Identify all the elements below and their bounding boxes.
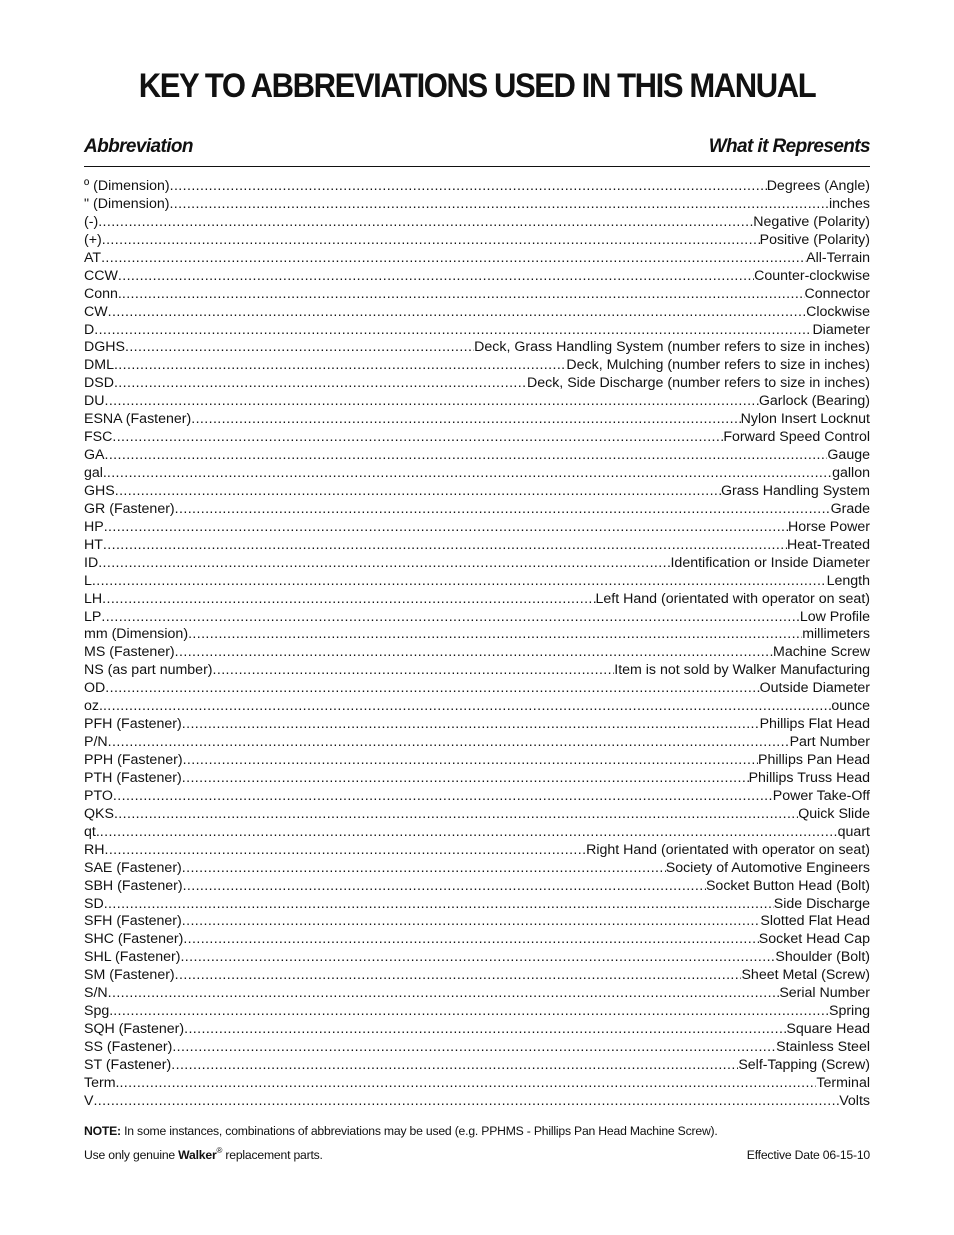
abbreviation-term: NS (as part number) [84, 662, 213, 679]
dot-leader [175, 501, 831, 519]
abbreviation-row [84, 931, 870, 949]
abbreviation-term: PPH (Fastener) [84, 752, 183, 768]
dot-leader [105, 842, 587, 860]
abbreviation-meaning: Shoulder (Bolt) [775, 949, 870, 966]
abbreviation-meaning: Forward Speed Control [723, 429, 870, 446]
abbreviation-meaning: Degrees (Angle) [766, 178, 870, 194]
abbreviation-term: SAE (Fastener) [84, 859, 182, 876]
dot-leader [105, 680, 759, 698]
abbreviation-meaning: Phillips Flat Head [759, 716, 870, 733]
abbreviation-row [84, 196, 870, 214]
dot-leader [175, 644, 773, 662]
dot-leader [175, 967, 742, 985]
abbreviation-meaning: Slotted Flat Head [760, 913, 870, 930]
abbreviation-term: V [84, 1092, 94, 1109]
abbreviation-meaning: Negative (Polarity) [753, 213, 870, 230]
abbreviation-row [84, 985, 870, 1003]
abbreviation-term: FSC [84, 429, 113, 446]
abbreviation-row [84, 698, 870, 716]
abbreviation-term: D [84, 321, 95, 338]
dot-leader [182, 913, 761, 931]
abbreviation-meaning: Grade [830, 500, 870, 517]
abbreviation-term: º (Dimension) [84, 178, 170, 194]
registered-mark: ® [216, 1146, 223, 1155]
abbreviation-meaning: Society of Automotive Engineers [665, 859, 870, 876]
abbreviation-term: S/N [84, 985, 108, 1002]
abbreviation-meaning: gallon [832, 465, 870, 481]
abbreviation-row [84, 1057, 870, 1075]
note [84, 1124, 870, 1138]
dot-leader [169, 196, 829, 214]
abbreviation-row [84, 949, 870, 967]
dot-leader [108, 304, 807, 322]
abbreviation-term: HP [84, 518, 104, 535]
abbreviation-meaning: Power Take-Off [772, 787, 870, 804]
abbreviation-meaning: Connector [804, 285, 870, 302]
abbreviation-row [84, 896, 870, 914]
abbreviation-row [84, 680, 870, 698]
abbreviation-term: SS (Fastener) [84, 1039, 173, 1055]
abbreviation-row [84, 465, 870, 483]
dot-leader [102, 232, 760, 250]
abbreviation-term: LH [84, 590, 103, 607]
abbreviation-term: mm (Dimension) [84, 626, 189, 643]
footer-suffix: replacement parts. [225, 1148, 323, 1162]
abbreviation-meaning: Diameter [812, 321, 870, 338]
dot-leader [182, 716, 760, 734]
abbreviation-row [84, 788, 870, 806]
abbreviation-meaning: Heat-Treated [786, 536, 870, 553]
abbreviation-row [84, 913, 870, 931]
abbreviation-term: SHC (Fastener) [84, 931, 184, 948]
abbreviation-row [84, 1093, 870, 1111]
abbreviation-meaning: Garlock (Bearing) [758, 393, 870, 410]
abbreviation-term: Spg. [84, 1003, 114, 1020]
abbreviation-meaning: Phillips Pan Head [758, 752, 870, 768]
abbreviation-meaning: inches [828, 195, 870, 212]
dot-leader [115, 483, 721, 501]
dot-leader [184, 1021, 786, 1039]
abbreviation-term: OD [84, 680, 106, 697]
dot-leader [92, 573, 827, 591]
abbreviation-term: ID [84, 554, 99, 571]
abbreviation-row [84, 232, 870, 250]
abbreviation-row [84, 967, 870, 985]
abbreviation-meaning: Positive (Polarity) [759, 231, 870, 248]
abbreviation-row [84, 483, 870, 501]
abbreviation-row [84, 806, 870, 824]
abbreviation-term: ST (Fastener) [84, 1056, 172, 1073]
dot-leader [183, 878, 706, 896]
dot-leader [112, 429, 723, 447]
footer-disclaimer [84, 1148, 323, 1162]
abbreviation-list [84, 178, 870, 1111]
abbreviation-term: CW [84, 303, 108, 320]
abbreviation-term: (-) [84, 213, 99, 230]
abbreviation-meaning: Serial Number [779, 985, 870, 1002]
dot-leader [122, 286, 805, 304]
abbreviation-meaning: ounce [831, 698, 870, 715]
dot-leader [182, 770, 749, 788]
abbreviation-term: GA [84, 447, 105, 464]
abbreviation-meaning: Deck, Grass Handling System (number refers to size in inches) [474, 339, 870, 356]
abbreviation-term: SHL (Fastener) [84, 949, 181, 966]
abbreviation-meaning: millimeters [802, 626, 870, 643]
dot-leader [114, 806, 798, 824]
abbreviation-row [84, 609, 870, 627]
abbreviation-meaning: Outside Diameter [759, 680, 870, 697]
abbreviation-term: PTO [84, 787, 113, 804]
dot-leader [213, 662, 615, 680]
abbreviation-term: ESNA (Fastener) [84, 411, 192, 428]
abbreviation-row [84, 519, 870, 537]
abbreviation-row [84, 1003, 870, 1021]
abbreviation-term: HT [84, 536, 103, 553]
abbreviation-meaning: Part Number [789, 734, 870, 751]
abbreviation-row [84, 734, 870, 752]
abbreviation-term: SBH (Fastener) [84, 877, 183, 894]
dot-leader [183, 752, 758, 770]
abbreviation-row [84, 447, 870, 465]
abbreviation-meaning: Spring [828, 1003, 870, 1020]
abbreviation-row [84, 555, 870, 573]
abbreviation-row [84, 375, 870, 393]
abbreviation-row [84, 770, 870, 788]
dot-leader [125, 339, 474, 357]
dot-leader [118, 268, 754, 286]
dot-leader [103, 537, 787, 555]
abbreviation-term: GR (Fastener) [84, 500, 175, 517]
abbreviation-meaning: Side Discharge [773, 895, 870, 912]
abbreviation-meaning: Identification or Inside Diameter [670, 554, 870, 571]
abbreviation-row [84, 268, 870, 286]
abbreviation-meaning: Right Hand (orientated with operator on seat) [586, 841, 870, 858]
abbreviation-term: L [84, 572, 92, 589]
dot-leader [105, 447, 828, 465]
dot-leader [119, 1075, 816, 1093]
abbreviation-term: Conn. [84, 285, 122, 302]
abbreviation-term: GHS [84, 482, 115, 499]
dot-leader [114, 375, 527, 393]
dot-leader [113, 788, 773, 806]
abbreviation-row [84, 1021, 870, 1039]
abbreviation-row [84, 501, 870, 519]
dot-leader [170, 178, 767, 196]
dot-leader [104, 519, 788, 537]
abbreviation-meaning: Item is not sold by Walker Manufacturing [614, 662, 870, 679]
dot-leader [105, 393, 759, 411]
abbreviation-term: SQH (Fastener) [84, 1021, 185, 1038]
abbreviation-row [84, 626, 870, 644]
abbreviation-column-header: Abbreviation [84, 136, 193, 157]
abbreviation-row [84, 644, 870, 662]
abbreviation-term: DML [84, 357, 114, 374]
abbreviation-row [84, 573, 870, 591]
abbreviation-term: AT [84, 249, 102, 266]
header-divider [84, 166, 870, 167]
dot-leader [188, 626, 802, 644]
abbreviation-row [84, 429, 870, 447]
abbreviation-meaning: Volts [839, 1092, 870, 1109]
abbreviation-meaning: Self-Tapping (Screw) [738, 1056, 870, 1073]
abbreviation-meaning: Clockwise [806, 303, 870, 320]
dot-leader [100, 824, 838, 842]
abbreviation-row [84, 393, 870, 411]
effective-date: Effective Date 06-15-10 [746, 1148, 870, 1162]
abbreviation-term: " (Dimension) [84, 195, 170, 212]
abbreviation-term: DSD [84, 375, 114, 392]
dot-leader [93, 1093, 839, 1111]
abbreviation-term: DU [84, 393, 105, 410]
abbreviation-meaning: Quick Slide [798, 805, 870, 822]
abbreviation-meaning: Machine Screw [773, 644, 870, 661]
abbreviation-meaning: Horse Power [787, 518, 870, 535]
abbreviation-term: oz. [84, 698, 103, 715]
dot-leader [103, 698, 831, 716]
dot-leader [172, 1039, 776, 1057]
dot-leader [101, 250, 806, 268]
abbreviation-meaning: Low Profile [799, 608, 870, 625]
column-headers [84, 136, 870, 164]
abbreviation-row [84, 1039, 870, 1057]
abbreviation-term: QKS [84, 805, 114, 822]
abbreviation-row [84, 322, 870, 340]
abbreviation-row [84, 860, 870, 878]
page-title: KEY TO ABBREVIATIONS USED IN THIS MANUAL [138, 65, 816, 106]
abbreviation-meaning: Length [826, 572, 870, 589]
dot-leader [108, 985, 780, 1003]
meaning-column-header: What it Represents [708, 136, 870, 157]
dot-leader [94, 322, 812, 340]
dot-leader [108, 734, 790, 752]
dot-leader [114, 357, 566, 375]
footer-prefix: Use only genuine [84, 1148, 175, 1162]
note-text: In some instances, combinations of abbreviations may be used (e.g. PPHMS - Phillips Pan Head Machine Screw). [124, 1124, 718, 1138]
abbreviation-row [84, 304, 870, 322]
abbreviation-term: qt. [84, 823, 100, 840]
abbreviation-row [84, 411, 870, 429]
abbreviation-term: LP [84, 608, 102, 625]
dot-leader [183, 931, 758, 949]
abbreviation-term: DGHS [84, 339, 125, 356]
abbreviation-meaning: Stainless Steel [776, 1039, 870, 1055]
abbreviation-row [84, 752, 870, 770]
abbreviation-term: SFH (Fastener) [84, 913, 182, 930]
dot-leader [98, 214, 753, 232]
abbreviation-meaning: Sheet Metal (Screw) [741, 967, 870, 984]
abbreviation-row [84, 878, 870, 896]
abbreviation-meaning: Gauge [827, 447, 870, 464]
abbreviation-meaning: Grass Handling System [720, 482, 870, 499]
abbreviation-row [84, 214, 870, 232]
abbreviation-term: SD [84, 895, 104, 912]
abbreviation-meaning: All-Terrain [806, 249, 870, 266]
dot-leader [113, 1003, 829, 1021]
footer-brand: Walker [178, 1148, 217, 1162]
abbreviation-row [84, 842, 870, 860]
abbreviation-meaning: Deck, Side Discharge (number refers to size in inches) [526, 375, 870, 392]
dot-leader [171, 1057, 738, 1075]
dot-leader [101, 609, 799, 627]
note-label: NOTE: [84, 1124, 121, 1138]
abbreviation-row [84, 824, 870, 842]
abbreviation-term: gal. [84, 465, 107, 481]
abbreviation-term: PTH (Fastener) [84, 769, 182, 786]
dot-leader [98, 555, 670, 573]
abbreviation-term: P/N [84, 734, 108, 751]
abbreviation-row [84, 286, 870, 304]
abbreviation-meaning: Left Hand (orientated with operator on seat) [595, 590, 870, 607]
abbreviation-row [84, 357, 870, 375]
abbreviation-meaning: quart [837, 823, 870, 840]
abbreviation-row [84, 537, 870, 555]
abbreviation-row [84, 716, 870, 734]
abbreviation-term: PFH (Fastener) [84, 716, 182, 733]
abbreviation-meaning: Phillips Truss Head [748, 769, 870, 786]
abbreviation-term: MS (Fastener) [84, 644, 175, 661]
dot-leader [107, 465, 832, 483]
dot-leader [104, 896, 774, 914]
abbreviation-meaning: Socket Head Cap [758, 931, 870, 948]
abbreviation-term: SM (Fastener) [84, 967, 175, 984]
abbreviation-row [84, 339, 870, 357]
dot-leader [180, 949, 775, 967]
abbreviation-row [84, 250, 870, 268]
abbreviation-row [84, 591, 870, 609]
abbreviation-meaning: Terminal [816, 1074, 870, 1091]
dot-leader [191, 411, 740, 429]
abbreviation-meaning: Nylon Insert Locknut [740, 411, 870, 428]
abbreviation-row [84, 1075, 870, 1093]
dot-leader [182, 860, 666, 878]
abbreviation-meaning: Deck, Mulching (number refers to size in inches) [566, 357, 870, 374]
dot-leader [102, 591, 595, 609]
abbreviation-row [84, 178, 870, 196]
abbreviation-row [84, 662, 870, 680]
abbreviation-term: Term. [84, 1074, 120, 1091]
abbreviation-term: (+) [84, 231, 102, 248]
abbreviation-term: RH [84, 841, 105, 858]
abbreviation-meaning: Square Head [786, 1021, 870, 1038]
abbreviation-meaning: Counter-clockwise [754, 267, 870, 284]
abbreviation-term: CCW [84, 267, 118, 284]
abbreviation-meaning: Socket Button Head (Bolt) [705, 877, 870, 894]
